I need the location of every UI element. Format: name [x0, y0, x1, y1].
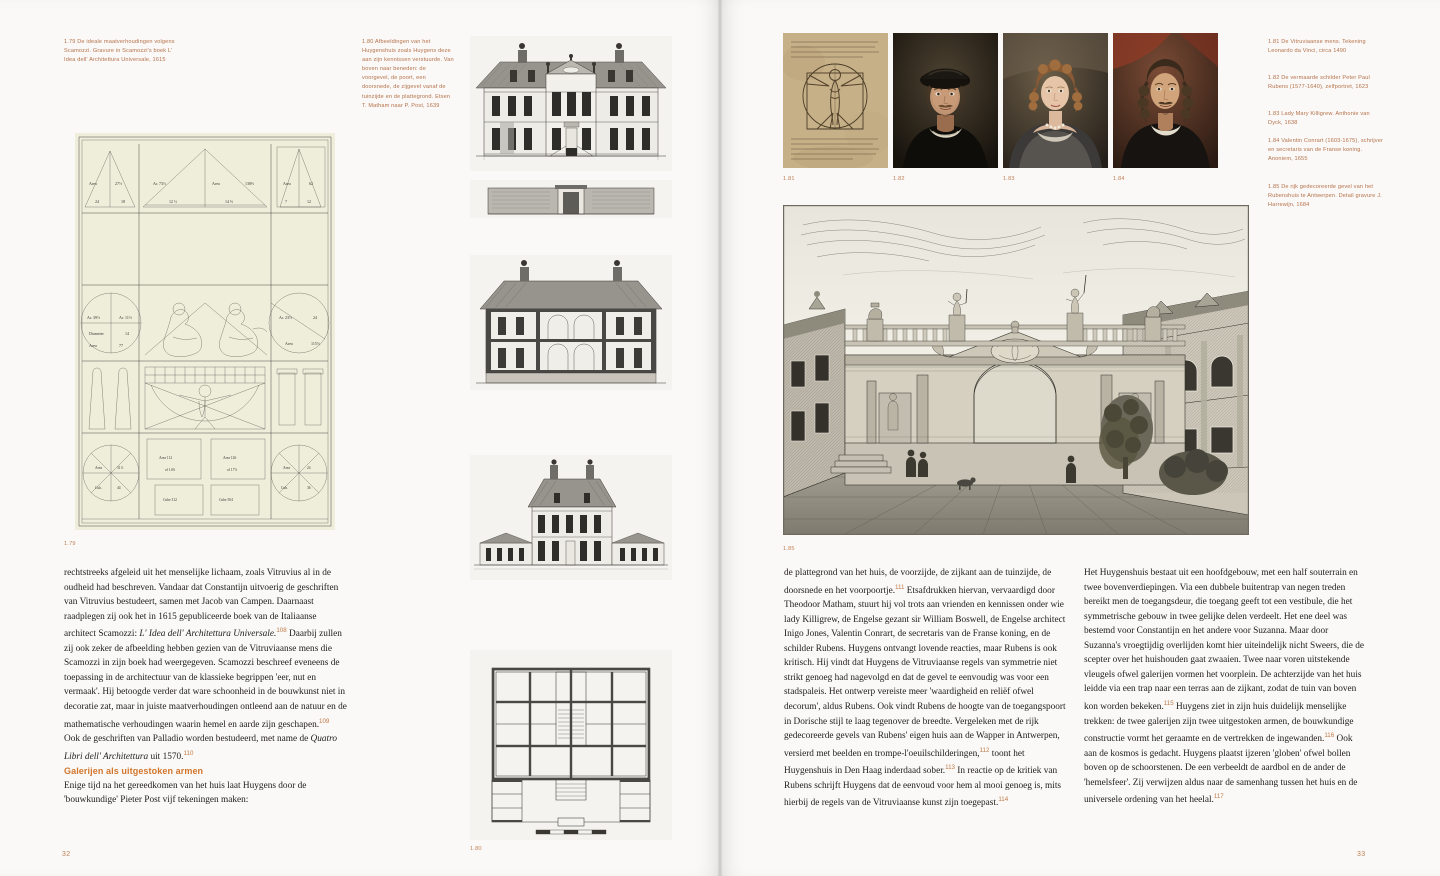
- section-heading-galerijen: Galerijen als uitgestoken armen: [64, 766, 204, 777]
- svg-text:of 14⅔: of 14⅔: [165, 468, 176, 472]
- caption-1-82: 1.82 De vermaarde schilder Peter Paul Rubens (1577-1640), zelfportret, 1623: [1268, 75, 1370, 91]
- caption-1-85: 1.85 De rijk gedecoreerde gevel van het Rubenshuis te Antwerpen. Detail gravure J. Harrewijn, 1684: [1268, 184, 1382, 209]
- svg-text:24: 24: [313, 315, 317, 320]
- svg-text:14 ⅔: 14 ⅔: [225, 199, 233, 204]
- figure-valentin-conrart-portrait: [1113, 33, 1218, 168]
- svg-text:62: 62: [309, 181, 313, 186]
- figure-label-1-83: 1.83: [1003, 176, 1015, 182]
- footnote-110: 110: [183, 749, 194, 757]
- text-column-3: [1084, 566, 1367, 808]
- svg-text:12: 12: [307, 199, 311, 204]
- caption-1-80: 1.80 Afbeeldingen van het Huygenshuis zoals Huygens deze aan zijn kennissen verstuurde. Van boven naar beneden: de voorgevel, de poort, een doorsnede, de zijgevel vanaf de tuinzijde en de plattegrond. Etsen T. Matham naar P. Post, 1639: [362, 39, 454, 109]
- figure-label-1-85: 1.85: [783, 546, 795, 552]
- paragraph-col2-1: [784, 566, 1067, 811]
- svg-text:18: 18: [121, 199, 125, 204]
- figure-rubens-self-portrait: [893, 33, 998, 168]
- text-run: Ook de geschriften van Palladio worden bestudeerd, met name de: [64, 734, 311, 745]
- text-run: uit 1570.: [148, 751, 184, 762]
- paragraph-col1-2: Enige tijd na het gereedkomen van het huis laat Huygens door de 'bouwkundige' Pieter Post vijf tekeningen maken:: [64, 780, 307, 806]
- text-run: Ook aan de kosmos is gedacht. Huygens plaatst ijzeren 'globen' ofwel bollen boven op de schoorstenen. De een verbeeldt de aardbol en de ander de 'hemelsfeer'. Zij verwijzen aldus naar de samenhang tussen het huis en de universele ordening van het heelal.: [1084, 734, 1358, 806]
- page-number-right: 33: [1357, 851, 1366, 858]
- svg-text:Area: Area: [95, 466, 102, 470]
- caption-1-79: 1.79 De ideale maatverhoudingen volgens Scamozzi. Gravure in Scamozzi's boek L' Idea dell' Architettura Universale, 1615: [64, 39, 175, 64]
- svg-text:Cube 312: Cube 312: [163, 498, 177, 502]
- svg-text:Area: Area: [285, 341, 293, 346]
- text-run: Etsafdrukken hiervan, vervaardigd door Theodoor Matham, stuurt hij vol trots aan vrienden en kennissen onder wie lady Killigrew, de Engelse gezant sir William Boswell, de Engelse architect Inigo Jones, Valentin Conrart, de secretaris van de Franse koning, en de schilder Rubens. Huygens ontvangt lovende reacties, maar Rubens is ook kritisch. Hij vindt dat Huygens de Vitruviaanse regels van symmetrie niet strikt genoeg had nagevolgd en dat de gevel te eenvoudig was voor een stadspaleis. Het ontwerp vereiste meer 'waardigheid en reliëf ofwel decorum', aldus Rubens. Ook vindt Rubens de hoogte van de toegangspoort in Dorische stijl te laag tegenover de breedte. Vergeleken met de rijk gedecoreerde gevels van Rubens' eigen huis aan de Wapper in Antwerpen, versierd met beelden en trompe-l'oeuilschilderingen,: [784, 585, 1066, 759]
- figure-huygenshuis-garden-elevation: [470, 455, 672, 580]
- svg-text:7: 7: [285, 199, 287, 204]
- figure-vitruvian-man-drawing: [783, 33, 888, 168]
- page-number-left: 32: [62, 851, 71, 858]
- paragraph-col1-1: [64, 566, 347, 764]
- svg-text:Area: Area: [212, 181, 220, 186]
- caption-1-83: 1.83 Lady Mary Killigrew. Anthonie van Dyck, 1638: [1268, 111, 1370, 127]
- footnote-116: 116: [1324, 732, 1335, 740]
- page-gutter: [718, 0, 722, 876]
- svg-text:Cube 504: Cube 504: [219, 498, 233, 502]
- svg-text:Cub.: Cub.: [95, 486, 102, 490]
- figure-label-1-80: 1.80: [470, 846, 482, 852]
- figure-huygenshuis-section: [470, 255, 672, 390]
- text-column-2: [784, 566, 1067, 811]
- figure-huygenshuis-floor-plan: [470, 650, 672, 840]
- svg-text:Ar. 11½: Ar. 11½: [119, 315, 132, 320]
- figure-rubenshuis-facade-engraving: [783, 205, 1249, 535]
- footnote-111: 111: [895, 583, 905, 591]
- svg-text:Area: Area: [283, 181, 291, 186]
- figure-label-1-84: 1.84: [1113, 176, 1125, 182]
- text-run: Huygens ziet in zijn huis duidelijk menselijke trekken: de twee galerijen zijn twee uitgestoken armen, de bouwkundige constructie vormt het geraamte en de vertrekken de ingewanden.: [1084, 702, 1354, 745]
- caption-1-81: 1.81 De Vitruviaanse mens. Tekening Leonardo da Vinci, circa 1490: [1268, 39, 1366, 55]
- footnote-108: 108: [276, 627, 287, 635]
- text-run: de plattegrond van het huis, de voorzijde, de zijkant aan de tuinzijde, de doorsnede en het voorpoortje.: [784, 568, 1052, 596]
- svg-text:24: 24: [307, 466, 311, 470]
- svg-text:36: 36: [307, 486, 311, 490]
- text-run: toont het Huygenshuis in Den Haag inderdaad sober.: [784, 748, 1025, 777]
- svg-text:Ar. 39½: Ar. 39½: [87, 315, 100, 320]
- svg-text:Area 126: Area 126: [223, 456, 237, 460]
- svg-text:Area: Area: [89, 343, 97, 348]
- text-run: Daarbij zullen zij ook zeker de afbeelding hebben gezien van de Vitruviaanse mens die Scamozzi in zijn boek had weergegeven. Scamozzi beschreef eveneens de toepassing in de architectuur van de klassieke begrippen 'eer, nut en vermaak'. Hij betoogde verder dat ware schoonheid in de bouwkunst niet in decoratie zat, maar in juiste maatverhoudingen ontleend aan de natuur en de mathematische verhoudingen waarin hemel en aarde zijn geschapen.: [64, 629, 347, 730]
- svg-text:44: 44: [117, 486, 121, 490]
- figure-label-1-79: 1.79: [64, 541, 76, 547]
- svg-text:Cub.: Cub.: [281, 486, 288, 490]
- caption-1-84: 1.84 Valentin Conrart (1603-1675), schrijver en secretaris van de Franse koning. Anoniem, 1655: [1268, 138, 1384, 163]
- svg-text:Ar. 23½: Ar. 23½: [279, 315, 292, 320]
- svg-text:14: 14: [125, 331, 129, 336]
- svg-text:31⅓: 31⅓: [117, 466, 124, 470]
- figure-label-1-81: 1.81: [783, 176, 795, 182]
- footnote-113: 113: [945, 764, 955, 772]
- italic-title-palladio: Quatro Libri dell' Architettura: [64, 734, 338, 762]
- italic-title-scamozzi: L' Idea dell' Architettura Universale.: [139, 629, 277, 640]
- text-run: rechtstreeks afgeleid uit het menselijke lichaam, zoals Vitruvius al in de oudheid had beschreven. Vandaar dat Constantijn uitvoerig de geschriften van Vitruvius bestudeert, samen met Jacob van Campen. Daarnaast raadplegen zij ook het in 1615 gepubliceerde boek van de Italiaanse architect Scamozzi:: [64, 568, 339, 640]
- figure-huygenshuis-front-elevation: [470, 36, 672, 171]
- figure-label-1-82: 1.82: [893, 176, 905, 182]
- svg-text:of 17⅓: of 17⅓: [227, 468, 238, 472]
- footnote-117: 117: [1213, 793, 1224, 801]
- svg-text:138⅔: 138⅔: [245, 181, 254, 186]
- svg-text:Diameter: Diameter: [89, 331, 104, 336]
- svg-text:27½: 27½: [115, 181, 122, 186]
- svg-text:Area: Area: [283, 466, 290, 470]
- svg-text:12 ⅓: 12 ⅓: [169, 199, 177, 204]
- svg-text:Area: Area: [89, 181, 97, 186]
- svg-text:Area 112: Area 112: [159, 456, 173, 460]
- footnote-112: 112: [979, 746, 990, 754]
- figure-huygenshuis-gate: [470, 180, 672, 218]
- text-run: In reactie op de kritiek van Rubens schrijft Huygens dat de eenvoud voor hem al mooi genoeg is, mits hierbij de regels van de Vitruviaanse kunst zijn toegepast.: [784, 766, 1062, 809]
- footnote-115: 115: [1163, 699, 1174, 707]
- text-run: Het Huygenshuis bestaat uit een hoofdgebouw, met een half souterrain en twee bovenverdiepingen. Via een dubbele buitentrap van negen treden bereikt men de toegangsdeur, die toegang geeft tot een vestibule, die het symmetrische gebouw in twee gelijke delen verdeelt. Het ene deel was bestemd voor Constantijn en het andere voor Suzanna. Maar door Suzanna's vroegtijdig overlijden komt hier uiteindelijk nicht Sweers, die de scepter over het huishouden gaat zwaaien. Twee naar voren uitstekende vleugels ofwel galerijen vormen het voorplein. De achterzijde van het huis leidde via een trap naar een terras aan de zijkant, zodat de tuin van boven kon worden bekeken.: [1084, 568, 1365, 713]
- figure-scamozzi-proportions-plate: [75, 133, 335, 530]
- text-column-1: [64, 566, 347, 808]
- svg-text:Ar. 73⅓: Ar. 73⅓: [153, 181, 166, 186]
- svg-text:77: 77: [119, 343, 123, 348]
- svg-text:24: 24: [95, 199, 99, 204]
- paragraph-col3-1: [1084, 566, 1367, 808]
- figure-lady-mary-killigrew-portrait: [1003, 33, 1108, 168]
- svg-text:115⅓: 115⅓: [311, 341, 320, 346]
- footnote-114: 114: [998, 796, 1009, 804]
- footnote-109: 109: [319, 717, 330, 725]
